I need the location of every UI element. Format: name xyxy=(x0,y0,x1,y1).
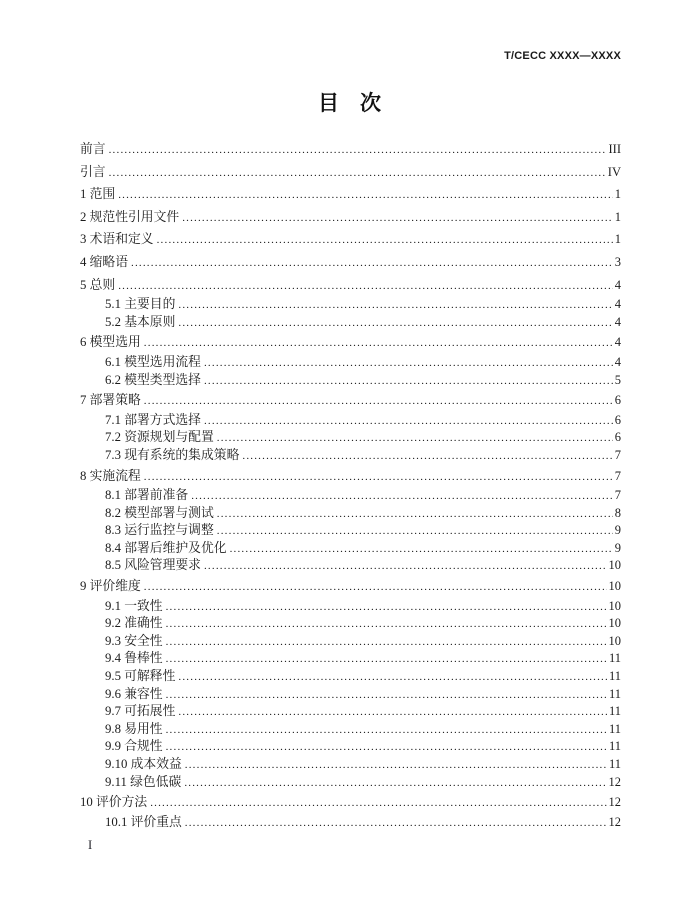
toc-entry-label: 6.2 模型类型选择 xyxy=(105,372,201,387)
toc-entry-label: 7 部署策略 xyxy=(80,393,141,408)
toc-entry-label: 9.4 鲁棒性 xyxy=(105,651,163,666)
toc-entry[interactable] xyxy=(80,389,621,412)
toc-entry[interactable] xyxy=(80,540,621,558)
dotted-leader xyxy=(144,466,613,489)
dotted-leader xyxy=(157,229,613,252)
toc-entry-label: 10 评价方法 xyxy=(80,795,148,810)
toc-entry-label: 8 实施流程 xyxy=(80,468,141,483)
dotted-leader xyxy=(166,739,607,757)
toc-entry[interactable] xyxy=(80,703,621,721)
toc-title: 目 次 xyxy=(318,92,381,115)
toc-entry-page: 12 xyxy=(608,774,621,789)
toc-entry-label: 引言 xyxy=(80,164,106,179)
toc-entry[interactable] xyxy=(80,372,621,390)
dotted-leader xyxy=(178,315,612,333)
dotted-leader xyxy=(217,430,613,448)
dotted-leader xyxy=(184,775,606,793)
dotted-leader xyxy=(242,448,612,466)
toc-entry-label: 9.5 可解释性 xyxy=(105,669,176,684)
toc-entry-label: 9.9 合规性 xyxy=(105,739,163,754)
toc-entry[interactable] xyxy=(80,522,621,540)
toc-entry-label: 9 评价维度 xyxy=(80,579,141,594)
dotted-leader xyxy=(217,506,613,524)
toc-entry[interactable] xyxy=(80,814,621,832)
dotted-leader xyxy=(185,757,607,775)
toc-entry-page: 11 xyxy=(608,669,621,684)
toc-entry[interactable] xyxy=(80,314,621,332)
toc-entry-page: 9 xyxy=(614,540,621,555)
toc-entry-page: 4 xyxy=(614,277,621,292)
toc-entry-page: 1 xyxy=(614,187,621,202)
dotted-leader xyxy=(230,541,613,559)
toc-entry-label: 9.6 兼容性 xyxy=(105,686,163,701)
toc-entry-label: 7.1 部署方式选择 xyxy=(105,412,201,427)
toc-entry-page: 10 xyxy=(608,579,621,594)
toc-entry-page: 11 xyxy=(608,757,621,771)
dotted-leader xyxy=(166,722,607,740)
document-code: T/CECC XXXX—XXXX xyxy=(504,50,621,62)
toc-entry[interactable] xyxy=(80,575,621,598)
toc-entry[interactable] xyxy=(80,138,621,161)
dotted-leader xyxy=(185,815,607,833)
dotted-leader xyxy=(204,355,613,373)
page-number-footer: I xyxy=(88,838,93,852)
toc-entry-page: 5 xyxy=(614,372,621,387)
dotted-leader xyxy=(131,252,613,275)
toc-entry[interactable] xyxy=(80,429,621,447)
toc-entry[interactable] xyxy=(80,447,621,465)
toc-entry-page: 10 xyxy=(608,598,621,613)
toc-entry[interactable] xyxy=(80,668,621,686)
toc-entry-label: 9.2 准确性 xyxy=(105,616,163,631)
toc-entry-page: 7 xyxy=(614,447,621,462)
toc-entry-label: 前言 xyxy=(80,142,106,156)
toc-entry-page: IV xyxy=(607,164,621,179)
toc-entry-page: 3 xyxy=(614,254,621,269)
dotted-leader xyxy=(217,523,613,541)
dotted-leader xyxy=(150,792,606,815)
toc-entry[interactable] xyxy=(80,557,621,575)
toc-entry-label: 9.11 绿色低碳 xyxy=(105,774,182,789)
toc-entry-page: 9 xyxy=(614,523,621,538)
dotted-leader xyxy=(166,687,607,705)
toc-entry[interactable] xyxy=(80,791,621,814)
toc-entry-label: 3 术语和定义 xyxy=(80,232,154,247)
dotted-leader xyxy=(204,558,607,576)
dotted-leader xyxy=(118,275,613,298)
toc-entry[interactable] xyxy=(80,296,621,314)
toc-entry-label: 8.4 部署后维护及优化 xyxy=(105,540,227,555)
toc-entry[interactable] xyxy=(80,354,621,372)
toc-entry[interactable] xyxy=(80,774,621,792)
toc-entry-page: 1 xyxy=(614,209,621,224)
toc-entry[interactable] xyxy=(80,487,621,505)
dotted-leader xyxy=(166,651,607,669)
toc-entry-page: 8 xyxy=(614,505,621,520)
toc-entry-page: 4 xyxy=(614,335,621,350)
toc-entry-page: 4 xyxy=(614,314,621,329)
dotted-leader xyxy=(144,390,613,413)
toc-entry[interactable] xyxy=(80,274,621,297)
toc-entry-page: 6 xyxy=(614,393,621,408)
toc-entry-label: 9.1 一致性 xyxy=(105,598,163,613)
toc-entry-label: 6 模型选用 xyxy=(80,335,141,350)
toc-entry-page: 10 xyxy=(608,616,621,631)
toc-entry-label: 8.3 运行监控与调整 xyxy=(105,523,214,538)
toc-entry-page: 1 xyxy=(614,232,621,247)
toc-entry-page: 4 xyxy=(614,297,621,312)
toc-entry-label: 9.3 安全性 xyxy=(105,633,163,648)
toc-entry-label: 8.5 风险管理要求 xyxy=(105,558,201,573)
dotted-leader xyxy=(144,576,607,599)
toc-entry-label: 6.1 模型选用流程 xyxy=(105,354,201,369)
toc-entry[interactable] xyxy=(80,633,621,651)
toc-entry[interactable] xyxy=(80,615,621,633)
dotted-leader xyxy=(178,704,607,722)
toc-entry-page: 11 xyxy=(608,739,621,754)
toc-entry-page: 12 xyxy=(608,795,621,810)
toc-entry-label: 10.1 评价重点 xyxy=(105,814,182,829)
toc-entry[interactable] xyxy=(80,721,621,739)
dotted-leader xyxy=(144,332,613,355)
dotted-leader xyxy=(109,139,607,162)
toc-entry[interactable] xyxy=(80,465,621,488)
toc-entry-label: 4 缩略语 xyxy=(80,254,128,269)
dotted-leader xyxy=(191,488,613,506)
dotted-leader xyxy=(166,616,607,634)
dotted-leader xyxy=(118,184,613,207)
toc-entry-label: 9.7 可拓展性 xyxy=(105,704,176,719)
toc-entry[interactable] xyxy=(80,505,621,523)
toc-entry[interactable] xyxy=(80,183,621,206)
toc-entry-label: 8.2 模型部署与测试 xyxy=(105,505,214,520)
toc-entry-label: 7.3 现有系统的集成策略 xyxy=(105,447,240,462)
toc-entry-page: 4 xyxy=(614,354,621,369)
dotted-leader xyxy=(178,297,612,315)
toc-entry[interactable] xyxy=(80,650,621,668)
dotted-leader xyxy=(166,599,607,617)
toc-entry-page: 6 xyxy=(614,430,621,445)
toc-entry[interactable] xyxy=(80,738,621,756)
toc-entry-label: 9.10 成本效益 xyxy=(105,757,182,771)
toc-entry[interactable] xyxy=(80,598,621,616)
dotted-leader xyxy=(204,373,613,391)
toc-entry-label: 9.8 易用性 xyxy=(105,721,163,736)
toc-entry-label: 2 规范性引用文件 xyxy=(80,209,180,224)
toc-entry[interactable] xyxy=(80,251,621,274)
toc-entry-label: 5 总则 xyxy=(80,277,116,292)
toc-entry-page: 7 xyxy=(614,468,621,483)
toc-entry-page: 11 xyxy=(608,651,621,666)
toc-entry-page: 11 xyxy=(608,721,621,736)
toc-entry[interactable] xyxy=(80,756,621,774)
dotted-leader xyxy=(204,413,613,431)
toc-entry-label: 5.2 基本原则 xyxy=(105,314,176,329)
toc-entry[interactable] xyxy=(80,331,621,354)
toc-entry[interactable] xyxy=(80,161,621,184)
toc-entry-page: III xyxy=(608,142,621,156)
toc-entry[interactable] xyxy=(80,228,621,251)
toc-entry-label: 7.2 资源规划与配置 xyxy=(105,430,214,445)
toc-entry-label: 5.1 主要目的 xyxy=(105,297,176,312)
toc-entry[interactable] xyxy=(80,412,621,430)
toc-entry-page: 7 xyxy=(614,488,621,503)
toc-list xyxy=(80,138,621,831)
toc-entry-page: 11 xyxy=(608,686,621,701)
toc-entry-page: 6 xyxy=(614,412,621,427)
toc-entry-page: 12 xyxy=(608,814,621,829)
dotted-leader xyxy=(182,207,613,230)
dotted-leader xyxy=(178,669,607,687)
dotted-leader xyxy=(166,634,607,652)
toc-entry-page: 10 xyxy=(608,558,621,573)
toc-entry[interactable] xyxy=(80,206,621,229)
toc-entry[interactable] xyxy=(80,686,621,704)
dotted-leader xyxy=(109,162,606,185)
toc-entry-label: 1 范围 xyxy=(80,187,116,202)
toc-entry-page: 11 xyxy=(608,704,621,719)
toc-entry-label: 8.1 部署前准备 xyxy=(105,488,189,503)
toc-entry-page: 10 xyxy=(608,633,621,648)
